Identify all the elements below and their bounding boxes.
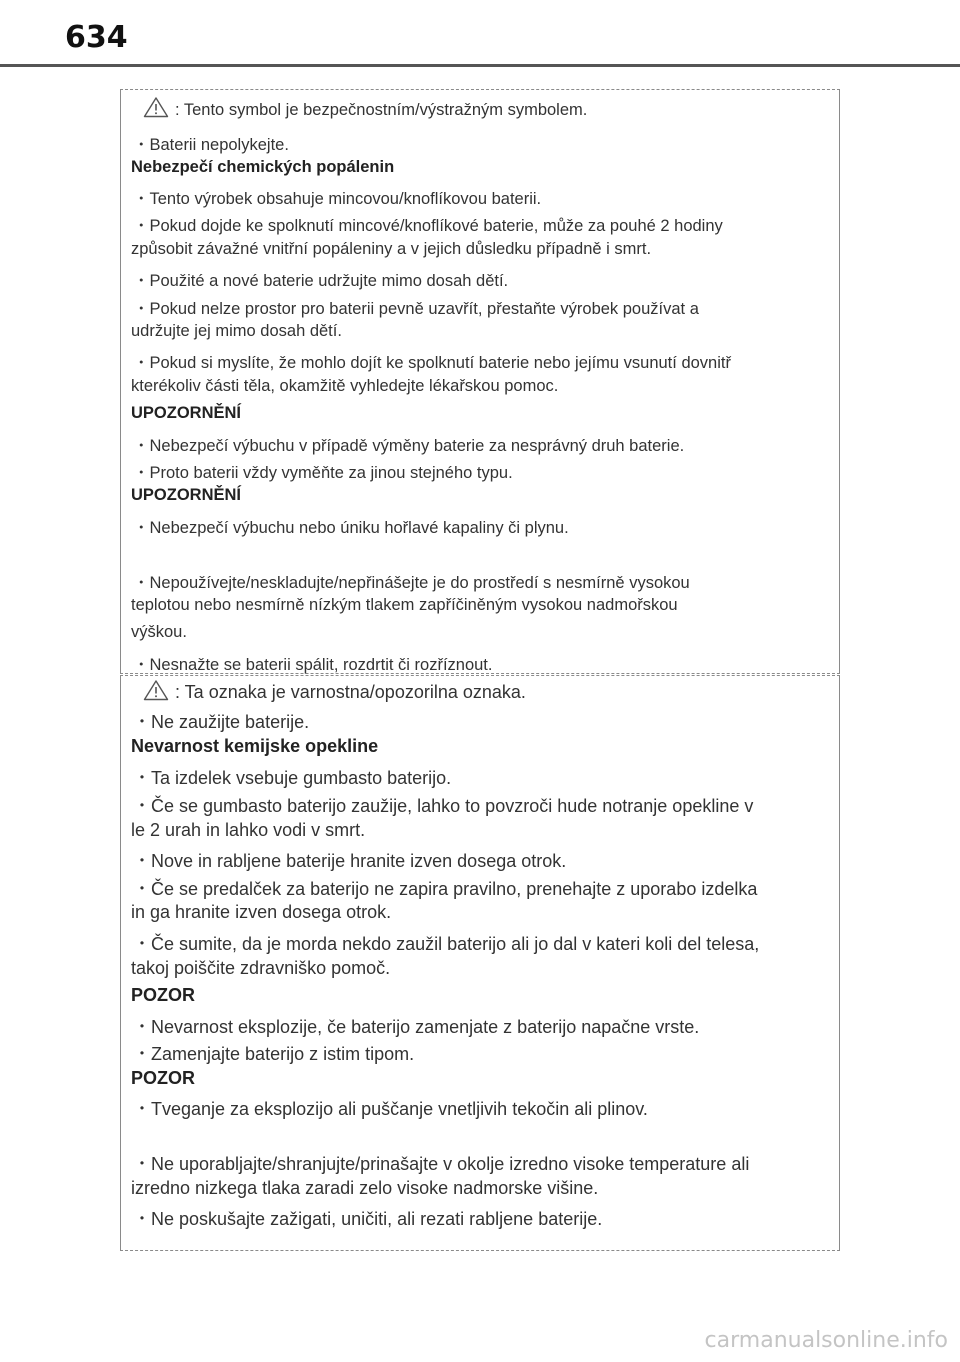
sl-line: ・Nove in rabljene baterije hranite izven dosega otrok. (133, 851, 567, 871)
sl-line: ・Ta izdelek vsebuje gumbasto baterijo. (133, 768, 452, 788)
cz-line: ・Baterii nepolykejte. (133, 136, 289, 154)
warning-box-czech (120, 89, 840, 674)
sl-heading: Nevarnost kemijske opekline (131, 736, 379, 756)
symbol-description: : Ta oznaka je varnostna/opozorilna oznaka. (175, 682, 526, 702)
sl-line: ・Ne uporabljajte/shranjujte/prinašajte v okolje izredno visoke temperature ali (133, 1154, 750, 1174)
warning-triangle-icon (143, 679, 169, 701)
cz-line: ・Pokud dojde ke spolknutí mincové/knoflíkové baterie, může za pouhé 2 hodiny (133, 217, 723, 235)
cz-line: ・Pokud nelze prostor pro baterii pevně uzavřít, přestaňte výrobek používat a (133, 300, 699, 318)
cz-line: ・Nebezpečí výbuchu nebo úniku hořlavé kapaliny či plynu. (133, 519, 569, 537)
sl-line: ・Če sumite, da je morda nekdo zaužil baterijo ali jo dal v kateri koli del telesa, (133, 934, 760, 954)
sl-line: in ga hranite izven dosega otrok. (131, 902, 392, 922)
header-divider (0, 64, 960, 67)
cz-line: teplotou nebo nesmírně nízkým tlakem zapříčiněným vysokou nadmořskou (131, 596, 678, 614)
symbol-line (143, 679, 526, 703)
sl-line: ・Ne zaužijte baterije. (133, 712, 310, 732)
cz-line: udržujte jej mimo dosah dětí. (131, 322, 342, 340)
sl-line: izredno nizkega tlaka zaradi zelo visoke nadmorske višine. (131, 1178, 599, 1198)
cz-line: ・Proto baterii vždy vyměňte za jinou stejného typu. (133, 464, 513, 482)
cz-line: ・Nebezpečí výbuchu v případě výměny baterie za nesprávný druh baterie. (133, 437, 685, 455)
sl-line: ・Tveganje za eksplozijo ali puščanje vnetljivih tekočin ali plinov. (133, 1099, 648, 1119)
sl-line: ・Če se gumbasto baterijo zaužije, lahko to povzroči hude notranje opekline v (133, 796, 754, 816)
cz-heading: UPOZORNĚNÍ (131, 486, 242, 504)
sl-line: le 2 urah in lahko vodi v smrt. (131, 820, 366, 840)
sl-line: ・Ne poskušajte zažigati, uničiti, ali rezati rabljene baterije. (133, 1209, 603, 1229)
cz-line: ・Pokud si myslíte, že mohlo dojít ke spolknutí baterie nebo jejímu vsunutí dovnitř (133, 354, 731, 372)
cz-heading: UPOZORNĚNÍ (131, 404, 242, 422)
sl-line: takoj poiščite zdravniško pomoč. (131, 958, 391, 978)
watermark: carmanualsonline.info (704, 1328, 948, 1353)
sl-heading: POZOR (131, 985, 196, 1005)
cz-line: ・Nesnažte se baterii spálit, rozdrtit či rozříznout. (133, 656, 493, 674)
cz-heading: Nebezpečí chemických popálenin (131, 158, 395, 176)
cz-line: ・Tento výrobek obsahuje mincovou/knoflíkovou baterii. (133, 190, 542, 208)
sl-line: ・Nevarnost eksplozije, če baterijo zamenjate z baterijo napačne vrste. (133, 1017, 700, 1037)
warning-box-slovenian (120, 675, 840, 1251)
sl-heading: POZOR (131, 1068, 196, 1088)
cz-line: ・Použité a nové baterie udržujte mimo dosah dětí. (133, 272, 509, 290)
page-number: 634 (65, 20, 128, 55)
symbol-description: : Tento symbol je bezpečnostním/výstražným symbolem. (175, 101, 588, 119)
warning-triangle-icon (143, 96, 169, 118)
sl-line: ・Če se predalček za baterijo ne zapira pravilno, prenehajte z uporabo izdelka (133, 879, 758, 899)
cz-line: ・Nepoužívejte/neskladujte/nepřinášejte je do prostředí s nesmírně vysokou (133, 574, 690, 592)
cz-line: výškou. (131, 623, 187, 641)
sl-line: ・Zamenjajte baterijo z istim tipom. (133, 1044, 415, 1064)
symbol-line (143, 96, 587, 120)
cz-line: kterékoliv části těla, okamžitě vyhledejte lékařskou pomoc. (131, 377, 559, 395)
cz-line: způsobit závažné vnitřní popáleniny a v jejich důsledku případně i smrt. (131, 240, 652, 258)
